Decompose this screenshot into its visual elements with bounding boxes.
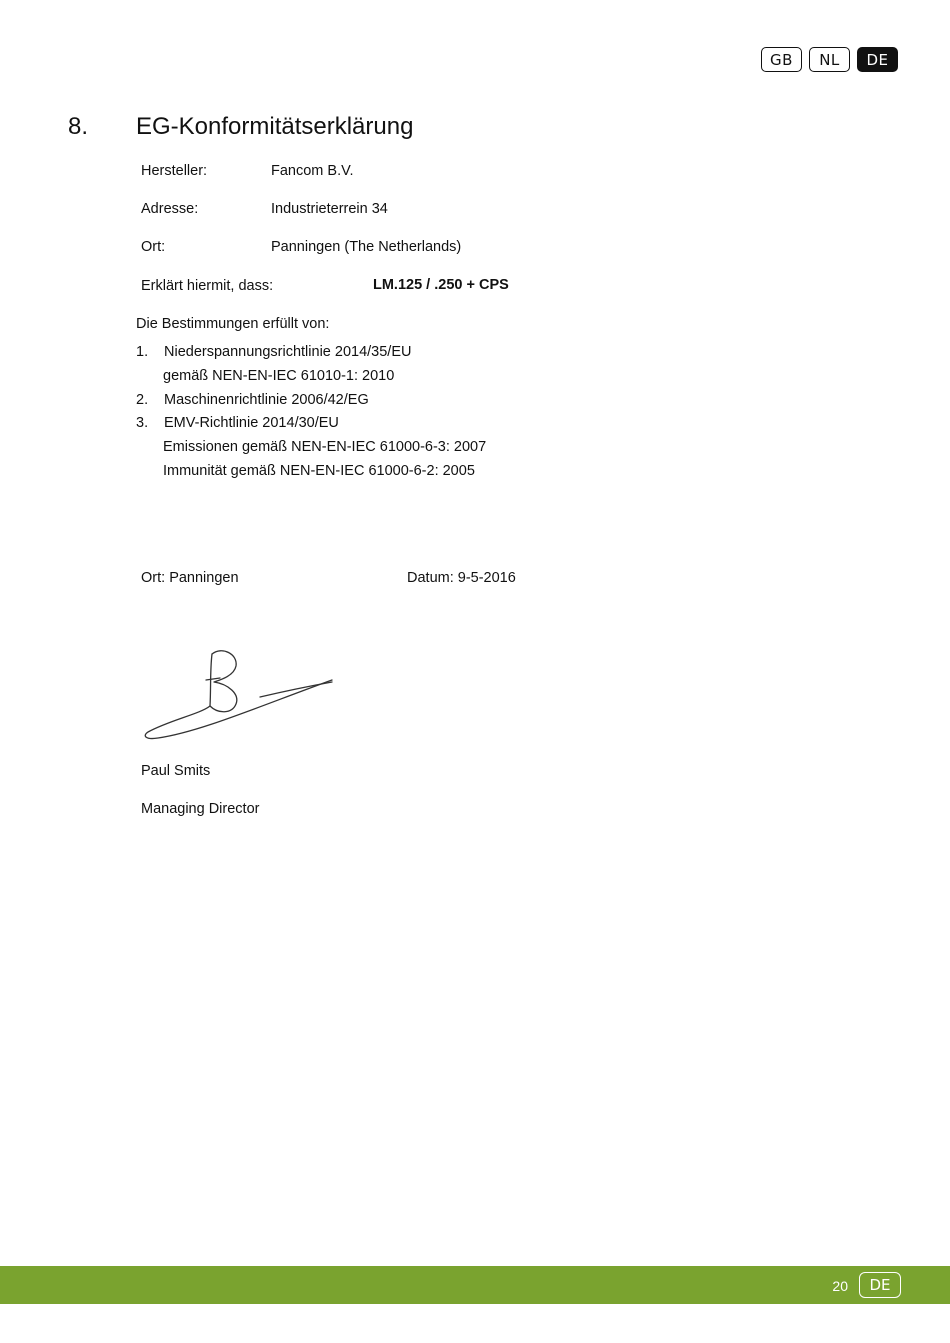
signature-image xyxy=(140,640,335,740)
regulation-text-3: EMV-Richtlinie 2014/30/EU xyxy=(164,415,339,431)
footer-language-badge: DE xyxy=(859,1272,901,1298)
section-title: EG-Konformitätserklärung xyxy=(136,113,414,140)
signer-name: Paul Smits xyxy=(141,763,211,779)
address-label: Adresse: xyxy=(141,201,199,217)
regulation-detail-1-1: gemäß NEN-EN-IEC 61010-1: 2010 xyxy=(163,368,395,384)
place-label: Ort: xyxy=(141,239,166,255)
regulation-number-1: 1. xyxy=(136,344,149,360)
regulation-text-2: Maschinenrichtlinie 2006/42/EG xyxy=(164,392,369,408)
language-tabs xyxy=(761,47,898,72)
regulation-text-1: Niederspannungsrichtlinie 2014/35/EU xyxy=(164,344,412,360)
footer-bar xyxy=(0,1266,950,1304)
section-number: 8. xyxy=(68,113,89,140)
manufacturer-label: Hersteller: xyxy=(141,163,208,179)
page-number: 20 xyxy=(832,1278,848,1294)
address-value: Industrieterrein 34 xyxy=(271,201,388,217)
lang-tab-de[interactable]: DE xyxy=(857,47,898,72)
manufacturer-value: Fancom B.V. xyxy=(271,163,354,179)
signer-role: Managing Director xyxy=(141,801,260,817)
regulation-detail-3-1: Emissionen gemäß NEN-EN-IEC 61000-6-3: 2007 xyxy=(163,439,487,455)
regulation-detail-3-2: Immunität gemäß NEN-EN-IEC 61000-6-2: 2005 xyxy=(163,463,475,479)
regulation-number-3: 3. xyxy=(136,415,149,431)
signing-place: Ort: Panningen xyxy=(141,570,239,586)
signing-date: Datum: 9-5-2016 xyxy=(407,570,516,586)
lang-tab-gb[interactable]: GB xyxy=(761,47,802,72)
regulations-intro: Die Bestimmungen erfüllt von: xyxy=(136,316,330,332)
lang-tab-nl[interactable]: NL xyxy=(809,47,850,72)
regulation-number-2: 2. xyxy=(136,392,149,408)
declaration-label: Erklärt hiermit, dass: xyxy=(141,278,274,294)
place-value: Panningen (The Netherlands) xyxy=(271,239,462,255)
product-name: LM.125 / .250 + CPS xyxy=(373,277,509,293)
